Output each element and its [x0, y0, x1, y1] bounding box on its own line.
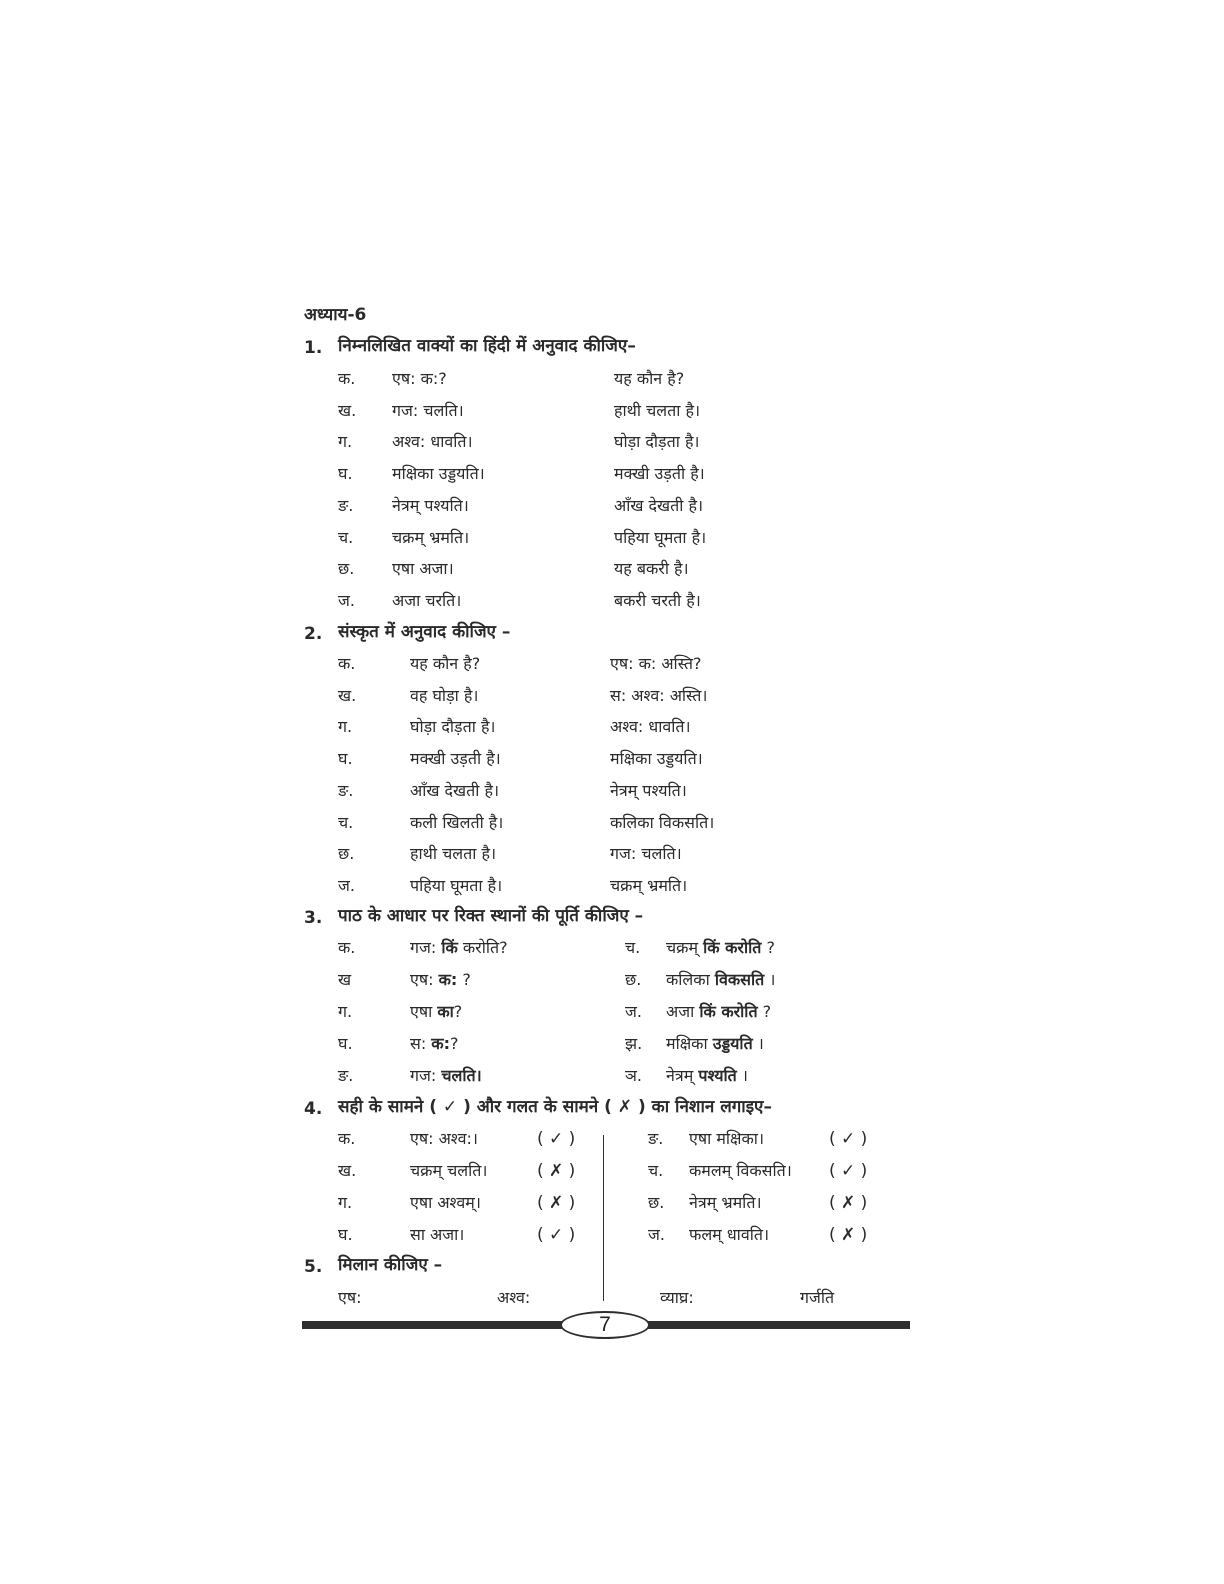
hindi-sentence: यह कौन है?: [410, 654, 481, 673]
sentence-text: ?: [449, 1034, 459, 1053]
item-label: ज.: [625, 1002, 642, 1021]
item-label: ङ.: [338, 495, 354, 515]
item-label: ख.: [338, 1161, 357, 1180]
fill-blank-sentence: [410, 972, 471, 988]
fill-blank-sentence: [666, 1068, 748, 1084]
hindi-sentence: मक्खी उड़ती है।: [410, 749, 501, 769]
answer-mark: ( ✗ ): [829, 1193, 868, 1213]
sentence-text: एषा: [410, 1002, 438, 1021]
item-label: ग.: [338, 1002, 353, 1021]
sanskrit-translation: कलिका विकसति।: [610, 812, 715, 832]
hindi-sentence: घोड़ा दौड़ता है।: [410, 717, 496, 737]
sanskrit-sentence: चक्रम् भ्रमति।: [392, 527, 470, 547]
item-label: घ.: [338, 464, 353, 484]
item-label: च.: [625, 938, 641, 957]
answer-mark: ( ✗ ): [537, 1161, 576, 1181]
sentence-text: एष:: [410, 970, 439, 989]
sentence-text: गज:: [410, 1066, 442, 1085]
answer-mark: ( ✓ ): [829, 1129, 868, 1149]
hindi-translation: यह कौन है?: [614, 369, 685, 388]
item-label: छ.: [338, 844, 355, 864]
sanskrit-sentence: एष: क:?: [392, 369, 447, 388]
fill-blank-sentence: [410, 1036, 458, 1052]
question-number: 1.: [304, 338, 323, 358]
sentence-text: ?: [757, 1002, 772, 1021]
hindi-translation: आँख देखती है।: [614, 495, 704, 515]
sanskrit-translation: एष: क: अस्ति?: [610, 654, 702, 673]
question-number: 5.: [304, 1257, 323, 1277]
statement: चक्रम् चलति।: [410, 1161, 488, 1180]
hindi-translation: बकरी चरती है।: [614, 590, 701, 610]
item-label: च.: [338, 812, 354, 832]
sentence-text: चक्रम्: [666, 938, 704, 957]
item-label: छ.: [625, 970, 642, 989]
statement: एष: अश्व:।: [410, 1129, 478, 1148]
hindi-sentence: वह घोड़ा है।: [410, 685, 479, 705]
item-label: ज.: [648, 1225, 665, 1244]
hindi-translation: हाथी चलता है।: [614, 400, 701, 420]
blank-answer: किं करोति: [703, 938, 762, 957]
blank-answer: क:: [431, 1034, 450, 1053]
sanskrit-sentence: अजा चरति।: [392, 590, 462, 610]
fill-blank-sentence: [666, 972, 775, 988]
statement: एषा अश्वम्।: [410, 1193, 481, 1212]
sanskrit-sentence: अश्व: धावति।: [392, 432, 473, 452]
item-label: ग.: [338, 432, 353, 452]
blank-answer: किं करोति: [699, 1002, 758, 1021]
item-label: ङ.: [648, 1129, 664, 1148]
page-number: 7: [560, 1311, 650, 1339]
question-title: पाठ के आधार पर रिक्त स्थानों की पूर्ति कीजिए –: [338, 906, 644, 926]
sentence-text: करोति?: [457, 938, 508, 957]
sanskrit-translation: नेत्रम् पश्यति।: [610, 780, 687, 800]
answer-mark: ( ✗ ): [829, 1225, 868, 1245]
sentence-text: ।: [752, 1034, 764, 1053]
match-item: एष:: [338, 1288, 362, 1307]
hindi-sentence: हाथी चलता है।: [410, 844, 497, 864]
sanskrit-sentence: एषा अजा।: [392, 559, 454, 579]
sentence-text: नेत्रम्: [666, 1066, 699, 1085]
sanskrit-translation: अश्व: धावति।: [610, 717, 691, 737]
item-label: ख.: [338, 400, 357, 420]
item-label: ख: [338, 970, 352, 989]
hindi-translation: पहिया घूमता है।: [614, 527, 707, 547]
item-label: छ.: [338, 559, 355, 579]
sentence-text: कलिका: [666, 970, 715, 989]
sentence-text: ।: [764, 970, 776, 989]
blank-answer: उड्डयति: [712, 1034, 753, 1053]
item-label: क.: [338, 654, 356, 673]
sentence-text: ?: [457, 970, 471, 989]
question-title: सही के सामने ( ✓ ) और गलत के सामने ( ✗ ) का निशान लगाइए–: [338, 1097, 772, 1117]
blank-answer: का: [437, 1002, 454, 1021]
sanskrit-translation: गज: चलति।: [610, 844, 682, 864]
item-label: ज.: [338, 590, 355, 610]
sanskrit-translation: मक्षिका उड्डयति।: [610, 749, 703, 769]
hindi-sentence: कली खिलती है।: [410, 812, 504, 832]
item-label: ग.: [338, 717, 353, 737]
sanskrit-translation: स: अश्व: अस्ति।: [610, 685, 708, 705]
match-item: व्याघ्र:: [660, 1288, 694, 1307]
item-label: छ.: [648, 1193, 665, 1212]
answer-mark: ( ✗ ): [537, 1193, 576, 1213]
blank-answer: किं: [441, 938, 458, 957]
answer-mark: ( ✓ ): [829, 1161, 868, 1181]
question-number: 2.: [304, 624, 323, 644]
blank-answer: चलति।: [441, 1066, 482, 1085]
item-label: च.: [648, 1161, 664, 1180]
fill-blank-sentence: [410, 1068, 482, 1084]
sanskrit-translation: चक्रम् भ्रमति।: [610, 875, 688, 895]
sentence-text: ?: [761, 938, 775, 957]
column-divider: [603, 1135, 604, 1301]
statement: कमलम् विकसति।: [689, 1161, 792, 1180]
sentence-text: स:: [410, 1034, 432, 1053]
hindi-sentence: पहिया घूमता है।: [410, 875, 503, 895]
match-item: अश्व:: [497, 1288, 531, 1307]
item-label: ग.: [338, 1193, 353, 1212]
chapter-title: अध्याय-6: [304, 305, 367, 325]
statement: फलम् धावति।: [689, 1225, 770, 1244]
sentence-text: ?: [453, 1002, 463, 1021]
blank-answer: पश्यति: [698, 1066, 737, 1085]
sentence-text: मक्षिका: [666, 1034, 713, 1053]
item-label: क.: [338, 938, 356, 957]
sanskrit-sentence: मक्षिका उड्डयति।: [392, 464, 485, 484]
item-label: झ.: [625, 1034, 643, 1053]
item-label: क.: [338, 1129, 356, 1148]
item-label: ङ.: [338, 780, 354, 800]
hindi-translation: घोड़ा दौड़ता है।: [614, 432, 700, 452]
fill-blank-sentence: [410, 940, 508, 956]
question-title: निम्नलिखित वाक्यों का हिंदी में अनुवाद कीजिए–: [338, 336, 636, 356]
sanskrit-sentence: गज: चलति।: [392, 400, 464, 420]
sentence-text: गज:: [410, 938, 442, 957]
sanskrit-sentence: नेत्रम् पश्यति।: [392, 495, 469, 515]
item-label: घ.: [338, 1225, 353, 1244]
question-title: मिलान कीजिए –: [338, 1255, 443, 1275]
question-number: 3.: [304, 908, 323, 928]
item-label: घ.: [338, 1034, 353, 1053]
answer-mark: ( ✓ ): [537, 1129, 576, 1149]
hindi-sentence: आँख देखती है।: [410, 780, 500, 800]
item-label: ङ.: [338, 1066, 354, 1085]
answer-mark: ( ✓ ): [537, 1225, 576, 1245]
sentence-text: ।: [736, 1066, 748, 1085]
fill-blank-sentence: [410, 1004, 462, 1020]
blank-answer: विकसति: [714, 970, 765, 989]
statement: नेत्रम् भ्रमति।: [689, 1193, 762, 1212]
question-number: 4.: [304, 1099, 323, 1119]
fill-blank-sentence: [666, 940, 775, 956]
statement: सा अजा।: [410, 1225, 465, 1244]
statement: एषा मक्षिका।: [689, 1129, 765, 1148]
hindi-translation: यह बकरी है।: [614, 559, 689, 579]
fill-blank-sentence: [666, 1036, 764, 1052]
match-item: गर्जति: [800, 1288, 835, 1307]
item-label: क.: [338, 369, 356, 388]
question-title: संस्कृत में अनुवाद कीजिए –: [338, 622, 511, 642]
blank-answer: क:: [438, 970, 458, 989]
fill-blank-sentence: [666, 1004, 771, 1020]
item-label: च.: [338, 527, 354, 547]
item-label: ञ.: [625, 1066, 642, 1085]
item-label: घ.: [338, 749, 353, 769]
hindi-translation: मक्खी उड़ती है।: [614, 464, 705, 484]
item-label: ज.: [338, 875, 355, 895]
sentence-text: अजा: [666, 1002, 700, 1021]
item-label: ख.: [338, 685, 357, 705]
